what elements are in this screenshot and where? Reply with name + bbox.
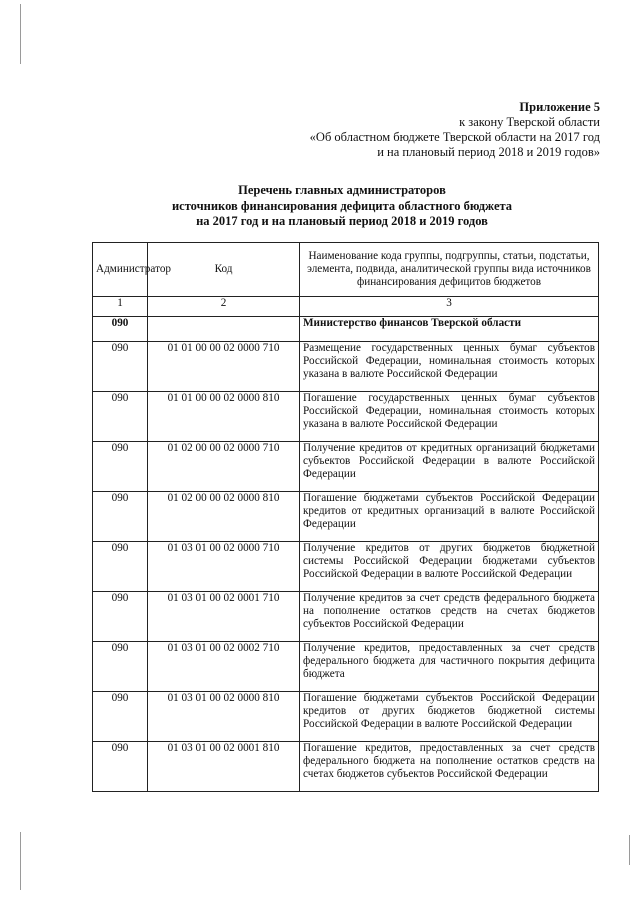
name-cell: Получение кредитов за счет средств федерального бюджета на пополнение остатков средств на счетах бюджетов субъектов Российской Федерации xyxy=(300,592,599,642)
admin-cell: 090 xyxy=(93,542,148,592)
code-cell: 01 01 00 00 02 0000 810 xyxy=(148,392,300,442)
code-cell: 01 03 01 00 02 0001 810 xyxy=(148,742,300,792)
code-cell: 01 03 01 00 02 0002 710 xyxy=(148,642,300,692)
column-number-row xyxy=(93,297,599,317)
column-number: 3 xyxy=(300,297,599,317)
table-row xyxy=(93,592,599,642)
scan-edge-mark-bottom xyxy=(20,832,21,890)
scan-edge-mark-right xyxy=(629,835,630,865)
code-cell: 01 03 01 00 02 0001 710 xyxy=(148,592,300,642)
name-cell: Получение кредитов, предоставленных за счет средств федерального бюджета для частичного покрытия дефицита бюджета xyxy=(300,642,599,692)
code-cell: 01 02 00 00 02 0000 810 xyxy=(148,492,300,542)
scan-edge-mark-top xyxy=(20,4,21,64)
admin-cell: 090 xyxy=(93,392,148,442)
code-cell: 01 01 00 00 02 0000 710 xyxy=(148,342,300,392)
code-cell: 01 03 01 00 02 0000 710 xyxy=(148,542,300,592)
admin-cell: 090 xyxy=(93,342,148,392)
ministry-admin-code: 090 xyxy=(93,317,148,342)
name-cell: Получение кредитов от кредитных организаций бюджетами субъектов Российской Федерации в валюте Российской Федерации xyxy=(300,442,599,492)
table-row xyxy=(93,692,599,742)
appendix-header xyxy=(310,100,600,160)
appendix-title: Приложение 5 xyxy=(519,100,600,114)
name-cell: Погашение кредитов, предоставленных за счет средств федерального бюджета на пополнение остатков средств на счетах бюджетов субъектов Российской Федерации xyxy=(300,742,599,792)
document-title-line-3: на 2017 год и на плановый период 2018 и 2019 годов xyxy=(196,214,488,228)
ministry-name: Министерство финансов Тверской области xyxy=(300,317,599,342)
name-cell: Получение кредитов от других бюджетов бюджетной системы Российской Федерации бюджетами субъектов Российской Федерации в валюте Российской Федерации xyxy=(300,542,599,592)
document-title-line-2: источников финансирования дефицита областного бюджета xyxy=(171,198,513,213)
table-row xyxy=(93,392,599,442)
column-number: 2 xyxy=(148,297,300,317)
name-cell: Погашение бюджетами субъектов Российской Федерации кредитов от кредитных организаций в валюте Российской Федерации xyxy=(300,492,599,542)
table-row xyxy=(93,542,599,592)
header-name: Наименование кода группы, подгруппы, статьи, подстатьи, элемента, подвида, аналитической группы вида источников финансирования дефицитов бюджетов xyxy=(300,243,599,297)
name-cell: Размещение государственных ценных бумаг субъектов Российской Федерации, номинальная стоимость которых указана в валюте Российской Федерации xyxy=(300,342,599,392)
document-title-line-1: Перечень главных администраторов xyxy=(238,183,446,197)
document-title xyxy=(92,183,592,230)
table-row xyxy=(93,642,599,692)
admin-cell: 090 xyxy=(93,492,148,542)
admin-cell: 090 xyxy=(93,742,148,792)
administrators-table xyxy=(92,242,599,792)
appendix-line-1: к закону Тверской области xyxy=(459,115,600,129)
ministry-code xyxy=(148,317,300,342)
admin-cell: 090 xyxy=(93,592,148,642)
header-code: Код xyxy=(148,243,300,297)
appendix-line-3: и на плановый период 2018 и 2019 годов» xyxy=(377,145,600,159)
admin-cell: 090 xyxy=(93,442,148,492)
table-row xyxy=(93,742,599,792)
ministry-row xyxy=(93,317,599,342)
table-header-row xyxy=(93,243,599,297)
appendix-line-2: «Об областном бюджете Тверской области на 2017 год xyxy=(309,130,600,144)
admin-cell: 090 xyxy=(93,642,148,692)
name-cell: Погашение государственных ценных бумаг субъектов Российской Федерации, номинальная стоимость которых указана в валюте Российской Федерации xyxy=(300,392,599,442)
code-cell: 01 03 01 00 02 0000 810 xyxy=(148,692,300,742)
column-number: 1 xyxy=(93,297,148,317)
name-cell: Погашение бюджетами субъектов Российской Федерации кредитов от других бюджетов бюджетной системы Российской Федерации в валюте Российской Федерации xyxy=(300,692,599,742)
table-row xyxy=(93,342,599,392)
header-admin: Администратор xyxy=(93,243,148,297)
table-row xyxy=(93,492,599,542)
table-row xyxy=(93,442,599,492)
code-cell: 01 02 00 00 02 0000 710 xyxy=(148,442,300,492)
admin-cell: 090 xyxy=(93,692,148,742)
